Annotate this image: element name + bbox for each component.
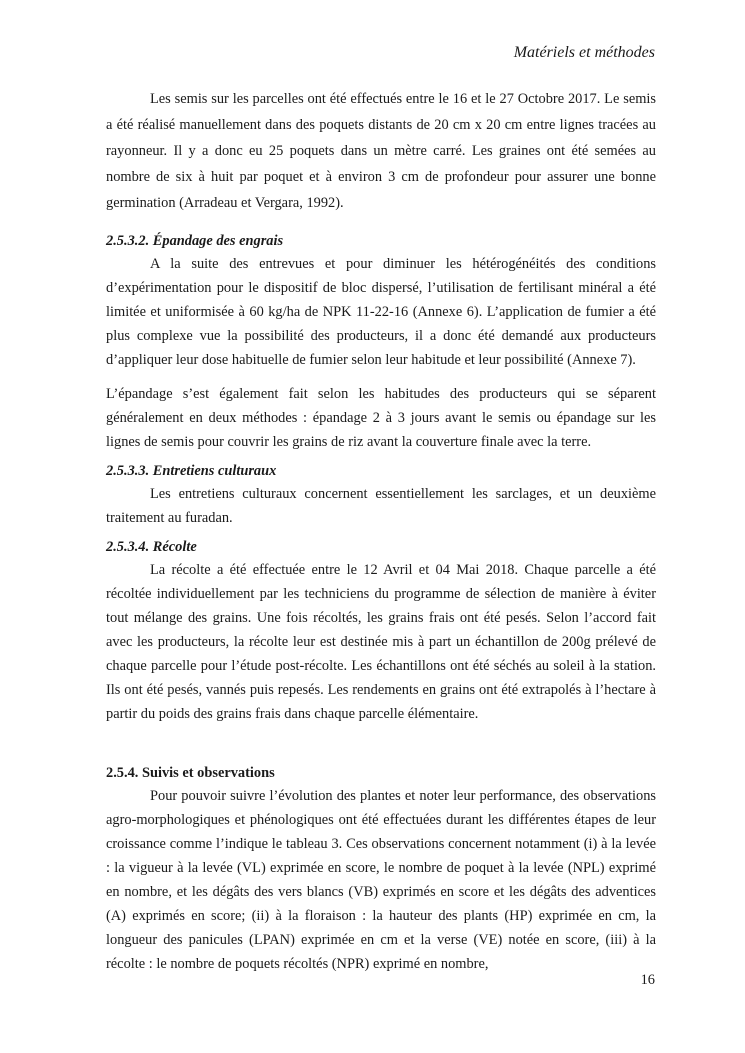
section-heading-epandage: 2.5.3.2. Épandage des engrais [106,233,284,249]
section-heading-suivis: 2.5.4. Suivis et observations [106,765,275,781]
page-number: 16 [640,972,655,988]
paragraph-recolte: La récolte a été effectuée entre le 12 Avril et 04 Mai 2018. Chaque parcelle a été récoltée individuellement par les techniciens du programme de sélection de manière à éviter tout mélange des grains. Une fois récoltés, les grains frais ont été pesés. Selon l’accord fait avec les producteurs, la récolte leur est destinée mis à part un échantillon de 200g prélevé de chaque parcelle pour l’étude post-récolte. Les échantillons ont été séchés au soleil à la station. Ils ont été pesés, vannés puis repesés. Les rendements en grains ont été extrapolés à l’hectare à partir du poids des grains frais dans chaque parcelle élémentaire. [106,562,656,722]
paragraph-entretiens: Les entretiens culturaux concernent essentiellement les sarclages, et un deuxième traitement au furadan. [106,486,656,526]
paragraph-epandage-1: A la suite des entrevues et pour diminuer les hétérogénéités des conditions d’expérimentation pour le dispositif de bloc dispersé, l’utilisation de fertilisant minéral a été limitée et uniformisée à 60 kg/ha de NPK 11-22-16 (Annexe 6). L’application de fumier a été plus complexe vue la possibilité des producteurs, il a donc été demandé aux producteurs d’appliquer leur dose habituelle de fumier selon leur habitude et leur possibilité (Annexe 7). [106,256,656,368]
paragraph-epandage-2: L’épandage s’est également fait selon les habitudes des producteurs qui se séparent généralement en deux méthodes : épandage 2 à 3 jours avant le semis ou épandage sur les lignes de semis pour couvrir les grains de riz avant la couverture finale avec la terre. [106,386,656,450]
intro-paragraph: Les semis sur les parcelles ont été effectués entre le 16 et le 27 Octobre 2017. Le semis a été réalisé manuellement dans des poquets distants de 20 cm x 20 cm entre lignes tracées au rayonneur. Il y a donc eu 25 poquets dans un mètre carré. Les graines ont été semées au nombre de six à huit par poquet et à environ 3 cm de profondeur pour assurer une bonne germination (Arradeau et Vergara, 1992). [106,91,656,211]
running-header: Matériels et méthodes [513,44,655,61]
page-body [106,86,656,976]
paragraph-suivis: Pour pouvoir suivre l’évolution des plantes et noter leur performance, des observations agro-morphologiques et phénologiques ont été effectuées durant les différentes étapes de leur croissance comme l’indique le tableau 3. Ces observations concernent notamment (i) à la levée : la vigueur à la levée (VL) exprimée en score, le nombre de poquet à la levée (NPL) exprimé en nombre, et les dégâts des vers blancs (VB) exprimés en score et les dégâts des adventices (A) exprimés en score; (ii) à la floraison : la hauteur des plants (HP) exprimée en cm, la longueur des panicules (LPAN) exprimée en cm et la verse (VE) notée en score, (iii) à la récolte : le nombre de poquets récoltés (NPR) exprimé en nombre, [106,788,656,972]
section-heading-recolte: 2.5.3.4. Récolte [106,539,197,555]
section-heading-entretiens: 2.5.3.3. Entretiens culturaux [106,463,277,479]
